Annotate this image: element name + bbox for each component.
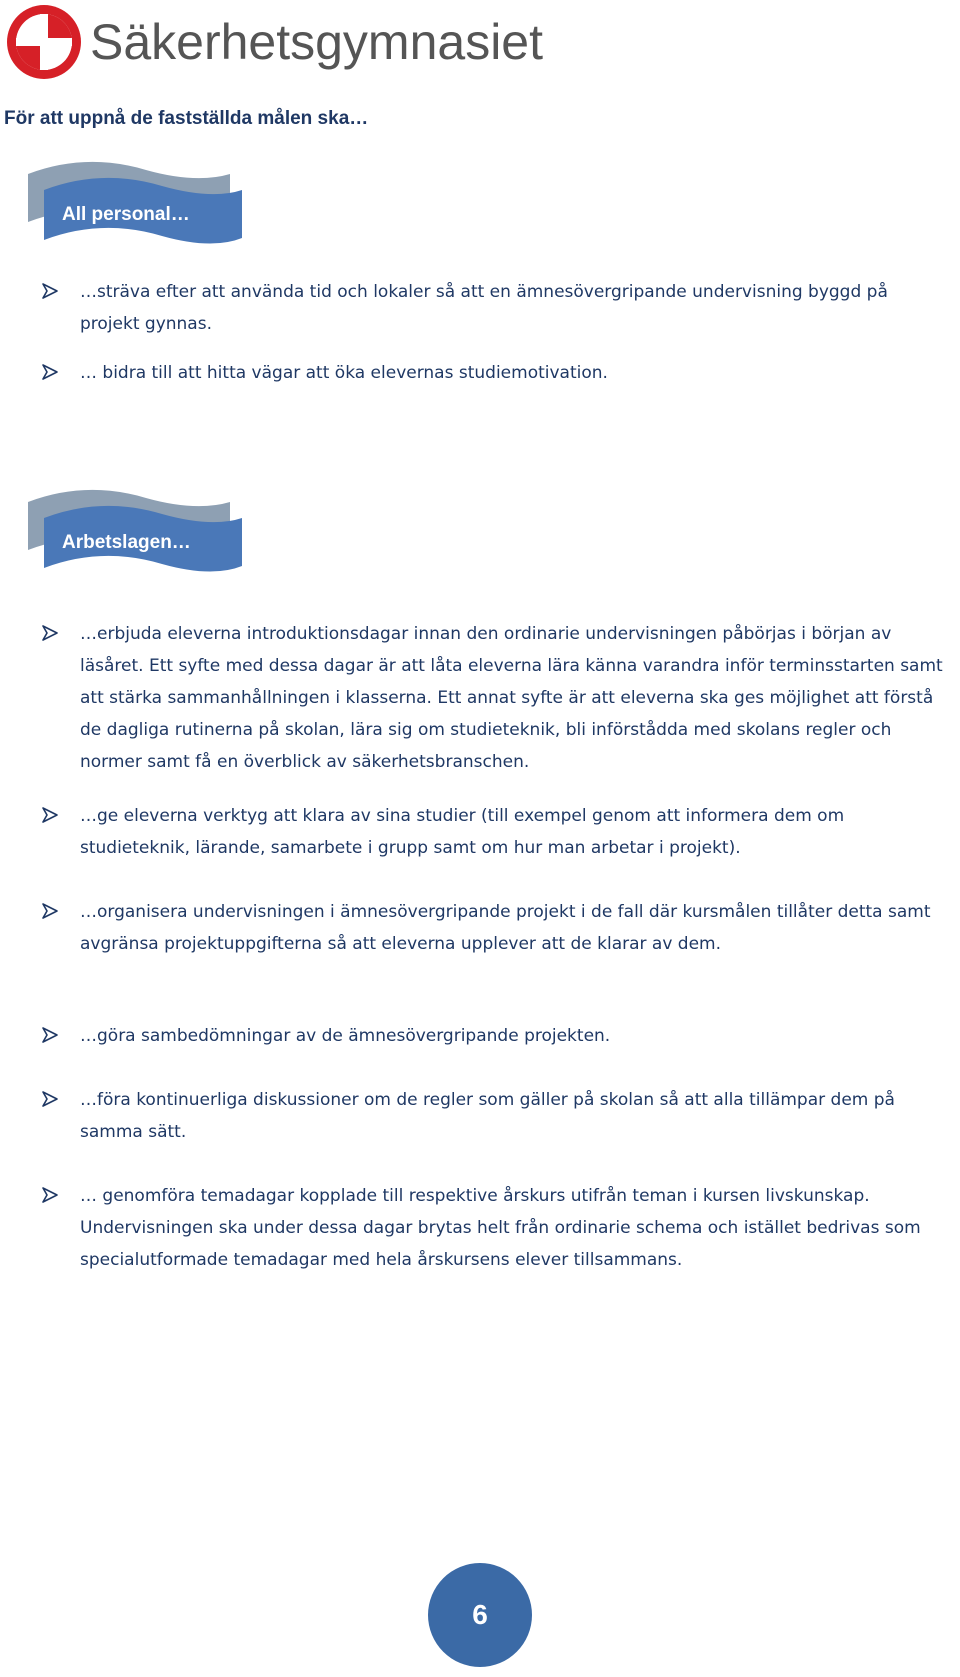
- page-number: 6: [472, 1599, 488, 1630]
- banner-arbetslagen: [26, 486, 258, 582]
- brand-name: Säkerhetsgymnasiet: [90, 14, 544, 70]
- list-item-text: … bidra till att hitta vägar att öka elevernas studiemotivation.: [80, 363, 608, 383]
- arrowhead-bullet-icon: [40, 1025, 60, 1045]
- list-item-text: …ge eleverna verktyg att klara av sina studier (till exempel genom att informera dem om studieteknik, lärande, samarbete i grupp samt om hur man arbetar i projekt).: [80, 806, 845, 858]
- banner-label: Arbetslagen…: [62, 532, 191, 553]
- banner-all-personal: [26, 158, 258, 254]
- list-item-text: …göra sambedömningar av de ämnesövergripande projekten.: [80, 1026, 611, 1046]
- list-item-text: …organisera undervisningen i ämnesövergripande projekt i de fall där kursmålen tillåter detta samt avgränsa projektuppgifterna så att eleverna upplever att de klarar av dem.: [80, 902, 931, 954]
- intro-heading: För att uppnå de fastställda målen ska…: [4, 108, 369, 129]
- arrowhead-bullet-icon: [40, 281, 60, 301]
- banner-label: All personal…: [62, 204, 190, 225]
- list-item-text: … genomföra temadagar kopplade till respektive årskurs utifrån teman i kursen livskunskap. Undervisningen ska under dessa dagar brytas helt från ordinarie schema och istället bedrivas som specialutformade temadagar med hela årskursens elever tillsammans.: [80, 1186, 921, 1270]
- arrowhead-bullet-icon: [40, 623, 60, 643]
- header: [4, 0, 604, 84]
- page-number-badge: [428, 1563, 532, 1667]
- list-item-text: …sträva efter att använda tid och lokaler så att en ämnesövergripande undervisning byggd på projekt gynnas.: [80, 282, 888, 334]
- arrowhead-bullet-icon: [40, 362, 60, 382]
- arrowhead-bullet-icon: [40, 1089, 60, 1109]
- list-item-text: …föra kontinuerliga diskussioner om de regler som gäller på skolan så att alla tillämpar dem på samma sätt.: [80, 1090, 895, 1142]
- arrowhead-bullet-icon: [40, 805, 60, 825]
- list-item-text: …erbjuda eleverna introduktionsdagar innan den ordinarie undervisningen påbörjas i början av läsåret. Ett syfte med dessa dagar är att låta eleverna lära känna varandra inför terminsstarten samt att stärka sammanhållningen i klasserna. Ett annat syfte är att eleverna ska ges möjlighet att förstå de dagliga rutinerna på skolan, lära sig om studieteknik, bli införstådda med skolans regler och normer samt få en överblick av säkerhetsbranschen.: [80, 624, 943, 772]
- red-cross-shield-logo-icon: [4, 2, 84, 82]
- arrowhead-bullet-icon: [40, 901, 60, 921]
- arrowhead-bullet-icon: [40, 1185, 60, 1205]
